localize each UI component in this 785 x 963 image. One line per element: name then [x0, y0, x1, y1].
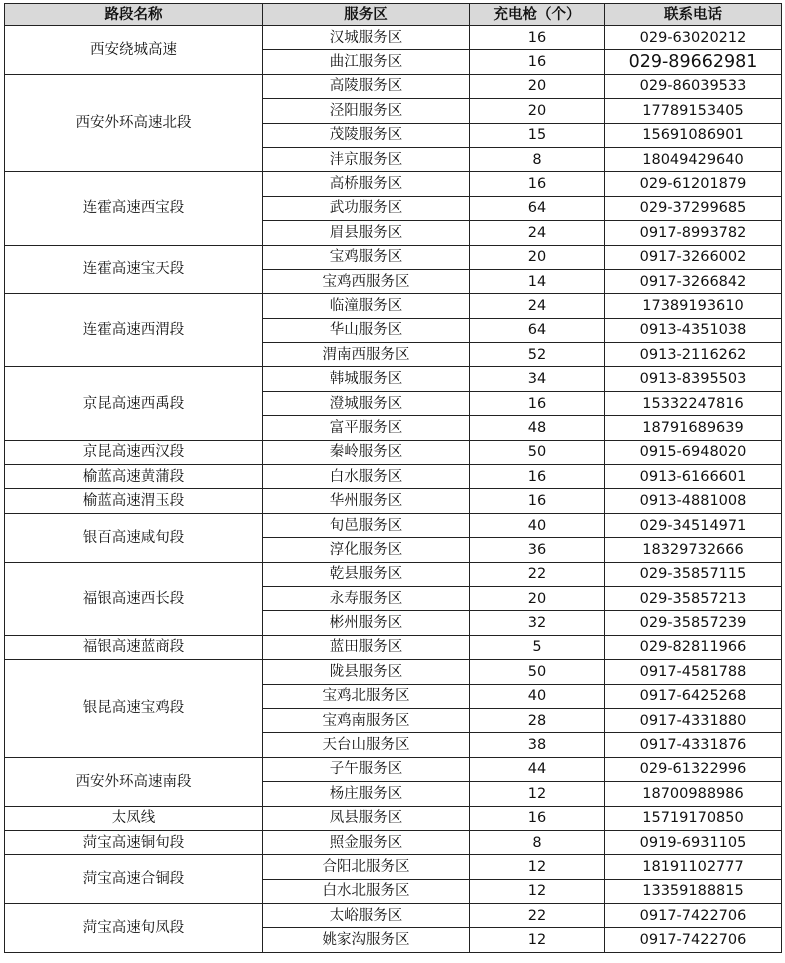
charging-guns-cell: 36: [470, 538, 605, 562]
service-area-cell: 沣京服务区: [263, 147, 470, 171]
phone-cell: 029-89662981: [605, 50, 782, 74]
phone-cell: 18791689639: [605, 416, 782, 440]
service-area-cell: 姚家沟服务区: [263, 928, 470, 952]
service-area-cell: 照金服务区: [263, 830, 470, 854]
charging-guns-cell: 48: [470, 416, 605, 440]
phone-cell: 15332247816: [605, 391, 782, 415]
service-area-cell: 宝鸡北服务区: [263, 684, 470, 708]
charging-guns-cell: 16: [470, 806, 605, 830]
road-segment-cell: 银百高速咸旬段: [5, 513, 263, 562]
charging-guns-cell: 64: [470, 318, 605, 342]
service-area-cell: 武功服务区: [263, 196, 470, 220]
service-area-cell: 华山服务区: [263, 318, 470, 342]
table-row: [5, 26, 782, 50]
charging-guns-cell: 20: [470, 586, 605, 610]
phone-cell: 0917-3266002: [605, 245, 782, 269]
service-area-cell: 旬邑服务区: [263, 513, 470, 537]
road-segment-cell: 京昆高速西汉段: [5, 440, 263, 464]
header-service-area: 服务区: [263, 4, 470, 26]
charging-guns-cell: 64: [470, 196, 605, 220]
phone-cell: 029-82811966: [605, 635, 782, 659]
table-row: [5, 635, 782, 659]
road-segment-cell: 福银高速西长段: [5, 562, 263, 635]
table-row: [5, 440, 782, 464]
table-row: [5, 660, 782, 684]
road-segment-cell: 连霍高速西渭段: [5, 294, 263, 367]
phone-cell: 18329732666: [605, 538, 782, 562]
road-segment-cell: 菏宝高速旬凤段: [5, 904, 263, 953]
road-segment-cell: 太凤线: [5, 806, 263, 830]
table-body: [5, 26, 782, 953]
service-area-cell: 白水北服务区: [263, 879, 470, 903]
service-area-cell: 宝鸡服务区: [263, 245, 470, 269]
charging-guns-cell: 28: [470, 708, 605, 732]
service-area-cell: 汉城服务区: [263, 26, 470, 50]
service-area-cell: 泾阳服务区: [263, 99, 470, 123]
service-area-cell: 宝鸡西服务区: [263, 269, 470, 293]
charging-guns-cell: 12: [470, 855, 605, 879]
charging-guns-cell: 16: [470, 391, 605, 415]
road-segment-cell: 榆蓝高速渭玉段: [5, 489, 263, 513]
charging-guns-cell: 20: [470, 99, 605, 123]
table-row: [5, 830, 782, 854]
road-segment-cell: 菏宝高速铜旬段: [5, 830, 263, 854]
phone-cell: 17389193610: [605, 294, 782, 318]
phone-cell: 17789153405: [605, 99, 782, 123]
charging-guns-cell: 14: [470, 269, 605, 293]
phone-cell: 029-35857115: [605, 562, 782, 586]
phone-cell: 0917-7422706: [605, 928, 782, 952]
service-area-cell: 凤县服务区: [263, 806, 470, 830]
table-row: [5, 513, 782, 537]
phone-cell: 0917-4331876: [605, 733, 782, 757]
phone-cell: 029-34514971: [605, 513, 782, 537]
charging-guns-cell: 52: [470, 343, 605, 367]
service-area-cell: 韩城服务区: [263, 367, 470, 391]
phone-cell: 029-63020212: [605, 26, 782, 50]
charging-guns-cell: 5: [470, 635, 605, 659]
charging-guns-cell: 44: [470, 757, 605, 781]
service-area-cell: 茂陵服务区: [263, 123, 470, 147]
phone-cell: 029-35857213: [605, 586, 782, 610]
header-road: 路段名称: [5, 4, 263, 26]
table-row: [5, 806, 782, 830]
charging-guns-cell: 24: [470, 221, 605, 245]
table-row: [5, 74, 782, 98]
charging-guns-cell: 20: [470, 245, 605, 269]
service-area-cell: 乾县服务区: [263, 562, 470, 586]
table-row: [5, 904, 782, 928]
service-area-cell: 临潼服务区: [263, 294, 470, 318]
charging-guns-cell: 22: [470, 904, 605, 928]
table-row: [5, 489, 782, 513]
phone-cell: 18700988986: [605, 782, 782, 806]
road-segment-cell: 西安外环高速南段: [5, 757, 263, 806]
phone-cell: 0913-8395503: [605, 367, 782, 391]
phone-cell: 0919-6931105: [605, 830, 782, 854]
road-segment-cell: 福银高速蓝商段: [5, 635, 263, 659]
phone-cell: 0917-4331880: [605, 708, 782, 732]
phone-cell: 0917-6425268: [605, 684, 782, 708]
phone-cell: 18049429640: [605, 147, 782, 171]
service-area-cell: 澄城服务区: [263, 391, 470, 415]
table-row: [5, 367, 782, 391]
service-area-cell: 永寿服务区: [263, 586, 470, 610]
service-area-cell: 子午服务区: [263, 757, 470, 781]
phone-cell: 13359188815: [605, 879, 782, 903]
phone-cell: 029-37299685: [605, 196, 782, 220]
charging-guns-cell: 40: [470, 513, 605, 537]
phone-cell: 0913-6166601: [605, 465, 782, 489]
phone-cell: 0917-4581788: [605, 660, 782, 684]
phone-cell: 0913-4351038: [605, 318, 782, 342]
charging-guns-cell: 50: [470, 440, 605, 464]
charging-guns-cell: 16: [470, 465, 605, 489]
table-row: [5, 465, 782, 489]
charging-guns-cell: 16: [470, 26, 605, 50]
service-area-cell: 高桥服务区: [263, 172, 470, 196]
service-area-cell: 高陵服务区: [263, 74, 470, 98]
road-segment-cell: 菏宝高速合铜段: [5, 855, 263, 904]
charging-guns-cell: 16: [470, 50, 605, 74]
service-area-cell: 白水服务区: [263, 465, 470, 489]
charging-guns-cell: 12: [470, 928, 605, 952]
service-area-cell: 秦岭服务区: [263, 440, 470, 464]
service-area-cell: 蓝田服务区: [263, 635, 470, 659]
service-area-cell: 宝鸡南服务区: [263, 708, 470, 732]
table-row: [5, 757, 782, 781]
road-segment-cell: 西安外环高速北段: [5, 74, 263, 172]
phone-cell: 18191102777: [605, 855, 782, 879]
service-area-cell: 合阳北服务区: [263, 855, 470, 879]
road-segment-cell: 榆蓝高速黄蒲段: [5, 465, 263, 489]
service-area-cell: 杨庄服务区: [263, 782, 470, 806]
phone-cell: 029-35857239: [605, 611, 782, 635]
service-area-cell: 华州服务区: [263, 489, 470, 513]
charging-guns-cell: 24: [470, 294, 605, 318]
road-segment-cell: 西安绕城高速: [5, 26, 263, 75]
service-area-cell: 眉县服务区: [263, 221, 470, 245]
header-row: [5, 4, 782, 26]
charging-guns-cell: 16: [470, 172, 605, 196]
charging-stations-table: [4, 3, 782, 953]
header-phone: 联系电话: [605, 4, 782, 26]
charging-guns-cell: 38: [470, 733, 605, 757]
phone-cell: 029-61201879: [605, 172, 782, 196]
charging-guns-cell: 20: [470, 74, 605, 98]
service-area-cell: 富平服务区: [263, 416, 470, 440]
service-area-cell: 淳化服务区: [263, 538, 470, 562]
service-area-cell: 曲江服务区: [263, 50, 470, 74]
phone-cell: 0915-6948020: [605, 440, 782, 464]
service-area-cell: 彬州服务区: [263, 611, 470, 635]
charging-guns-cell: 16: [470, 489, 605, 513]
table-row: [5, 294, 782, 318]
charging-guns-cell: 22: [470, 562, 605, 586]
phone-cell: 029-86039533: [605, 74, 782, 98]
service-area-cell: 天台山服务区: [263, 733, 470, 757]
service-area-cell: 太峪服务区: [263, 904, 470, 928]
road-segment-cell: 连霍高速西宝段: [5, 172, 263, 245]
road-segment-cell: 连霍高速宝天段: [5, 245, 263, 294]
service-area-cell: 陇县服务区: [263, 660, 470, 684]
phone-cell: 0917-8993782: [605, 221, 782, 245]
table-row: [5, 172, 782, 196]
charging-guns-cell: 12: [470, 782, 605, 806]
charging-guns-cell: 34: [470, 367, 605, 391]
phone-cell: 029-61322996: [605, 757, 782, 781]
charging-guns-cell: 32: [470, 611, 605, 635]
road-segment-cell: 京昆高速西禹段: [5, 367, 263, 440]
header-charging-guns: 充电枪（个）: [470, 4, 605, 26]
charging-guns-cell: 8: [470, 830, 605, 854]
phone-cell: 0913-4881008: [605, 489, 782, 513]
phone-cell: 15691086901: [605, 123, 782, 147]
charging-guns-cell: 12: [470, 879, 605, 903]
service-area-cell: 渭南西服务区: [263, 343, 470, 367]
charging-guns-cell: 8: [470, 147, 605, 171]
phone-cell: 15719170850: [605, 806, 782, 830]
table-row: [5, 562, 782, 586]
charging-guns-cell: 15: [470, 123, 605, 147]
phone-cell: 0917-7422706: [605, 904, 782, 928]
phone-cell: 0917-3266842: [605, 269, 782, 293]
table-row: [5, 855, 782, 879]
phone-cell: 0913-2116262: [605, 343, 782, 367]
charging-guns-cell: 50: [470, 660, 605, 684]
charging-guns-cell: 40: [470, 684, 605, 708]
road-segment-cell: 银昆高速宝鸡段: [5, 660, 263, 758]
table-row: [5, 245, 782, 269]
